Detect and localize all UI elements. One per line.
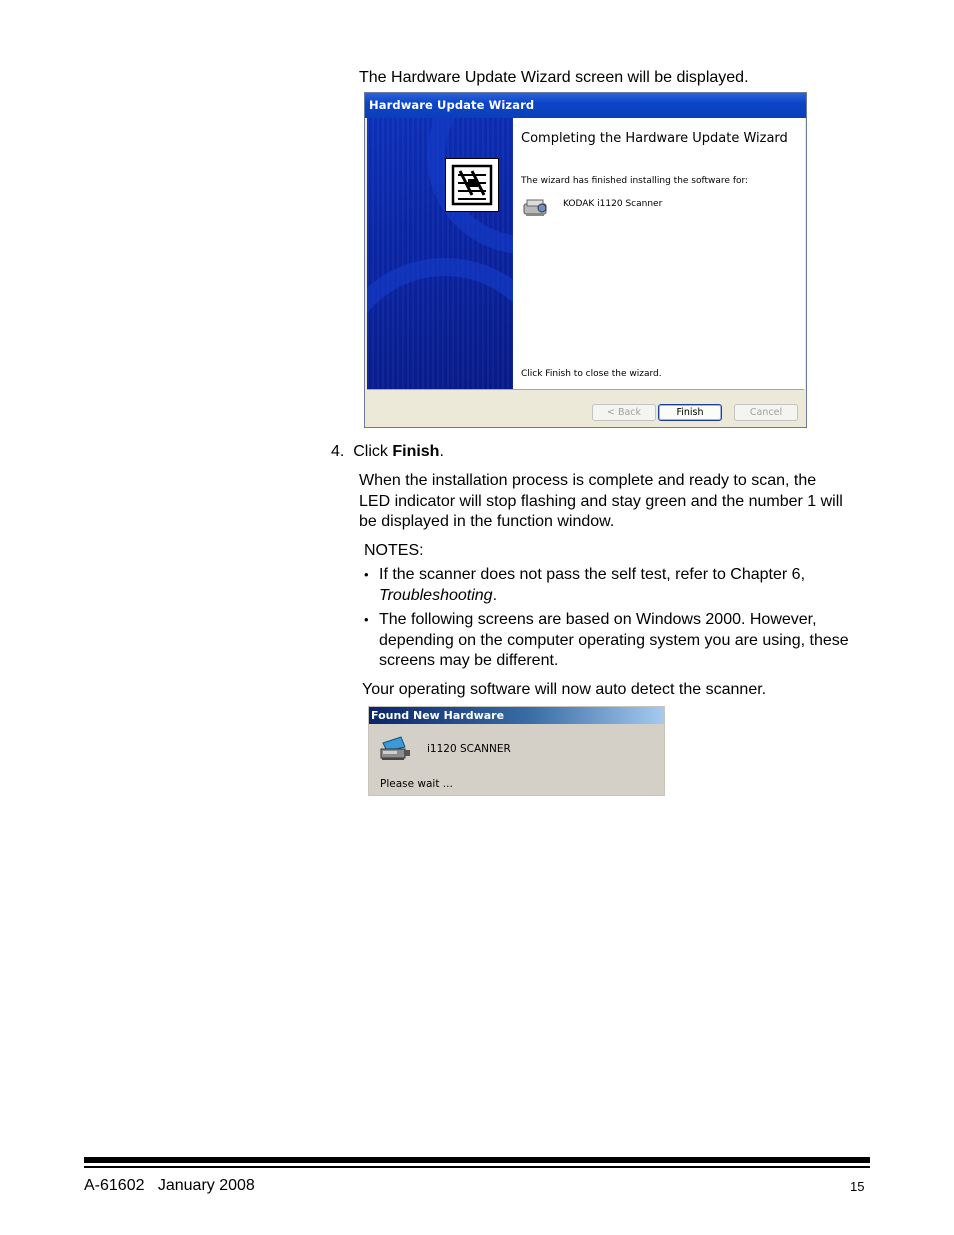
page-number: 15 [850,1179,865,1194]
wizard-side-banner [367,118,513,389]
note-text: The following screens are based on Windows 2000. However, depending on the computer operating system you are using, these screens may be different. [379,611,849,669]
found-status-text: Please wait ... [380,778,453,790]
intro-text: The Hardware Update Wizard screen will be displayed. [359,69,749,86]
note-bullet: • [364,612,369,627]
wizard-separator [367,389,804,390]
footer-doc-id: A-61602 [84,1177,145,1194]
found-new-hardware-window [368,706,665,796]
wizard-finished-text: The wizard has finished installing the software for: [521,176,749,186]
step-prefix: Click [353,443,393,460]
wizard-heading: Completing the Hardware Update Wizard [521,131,788,146]
note-item-1 [364,565,854,606]
finish-button[interactable]: Finish [658,404,722,421]
auto-detect-text: Your operating software will now auto detect the scanner. [362,681,767,698]
footer-rule-thin [84,1166,870,1168]
installation-paragraph: When the installation process is complete and ready to scan, the LED indicator will stop flashing and stay green and the number 1 will be displayed in the function window. [359,472,843,530]
note-bullet: • [364,567,369,582]
wizard-device-name: KODAK i1120 Scanner [563,199,663,209]
note-italic-troubleshooting: Troubleshooting [379,586,493,604]
found-device-name: i1120 SCANNER [427,743,511,755]
step-suffix: . [439,443,444,460]
step-number: 4. [331,443,345,460]
hardware-wizard-icon [445,158,499,212]
wizard-close-hint: Click Finish to close the wizard. [521,369,662,379]
notes-heading: NOTES: [364,542,424,559]
scanner-icon [377,733,413,768]
note-text: If the scanner does not pass the self test, refer to Chapter 6, [379,566,806,583]
note-after: . [492,586,498,604]
wizard-content-panel [513,118,805,389]
footer-rule [84,1157,870,1163]
found-hardware-title-bar: Found New Hardware [369,707,664,724]
footer-date: January 2008 [157,1177,255,1194]
footer-doc-info [84,1176,255,1197]
hardware-update-wizard-window [364,92,807,428]
back-button[interactable]: < Back [592,404,656,421]
cancel-button[interactable]: Cancel [734,404,798,421]
step-4 [331,442,444,463]
wizard-title-bar: Hardware Update Wizard [365,93,806,118]
scanner-icon [521,196,551,223]
step-finish-bold: Finish [392,443,440,460]
note-item-2 [364,610,854,672]
